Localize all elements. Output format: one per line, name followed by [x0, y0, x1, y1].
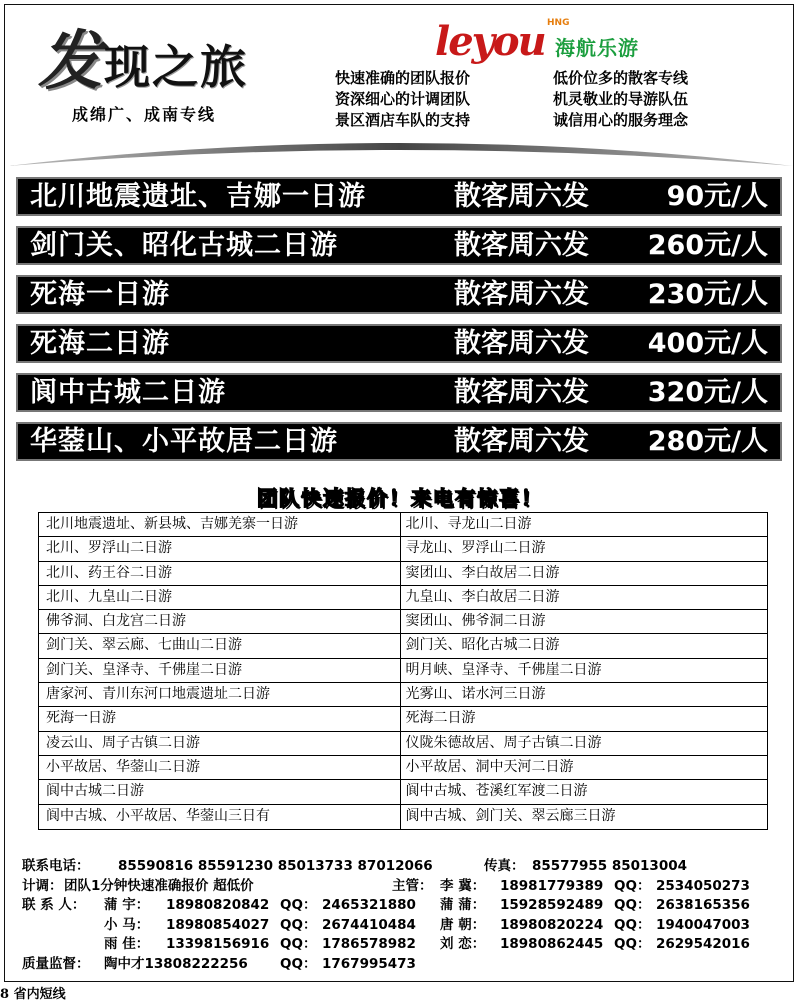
slogan: 快速准确的团队报价	[335, 69, 471, 87]
person-phone: 15928592489	[500, 897, 604, 914]
manager-qq-label: QQ：	[614, 877, 651, 894]
route-price: 400元/人	[647, 328, 768, 359]
group-quote-heading: 团队快速报价！来电有惊喜！	[257, 486, 543, 510]
person-phone: 18980820224	[500, 916, 604, 933]
table-row	[39, 610, 767, 634]
table-row	[39, 683, 767, 707]
person-phone: 18980854027	[166, 916, 270, 933]
contact-person-line	[22, 916, 782, 936]
route-banner	[16, 275, 782, 314]
person-qq: 1786578982	[322, 936, 416, 953]
person-qq-label: QQ：	[614, 916, 651, 933]
tour-cell: 北川地震遗址、新县城、吉娜羌寨一日游	[39, 513, 401, 536]
quality-person: 陶中才13808222256	[104, 955, 248, 972]
table-row	[39, 805, 767, 829]
person-phone: 18980820842	[166, 897, 270, 914]
route-price: 260元/人	[647, 230, 768, 261]
tour-cell: 剑门关、昭化古城二日游	[405, 637, 560, 654]
person-name: 唐 朝：	[440, 916, 486, 933]
jidiao-label: 计调：	[22, 877, 63, 894]
route-banner	[16, 324, 782, 363]
table-row	[39, 562, 767, 586]
manager-phone: 18981779389	[500, 877, 604, 894]
tour-cell: 死海一日游	[39, 707, 401, 730]
quality-qq: 1767995473	[322, 955, 416, 972]
tour-cell: 北川、寻龙山二日游	[405, 516, 532, 532]
tour-cell: 小平故居、洞中天河二日游	[405, 758, 574, 775]
tour-cell: 窦团山、李白故居二日游	[405, 564, 560, 581]
tour-cell: 寻龙山、罗浮山二日游	[405, 540, 546, 557]
slogan: 诚信用心的服务理念	[553, 111, 689, 129]
tour-cell: 北川、罗浮山二日游	[39, 537, 401, 560]
person-qq-label: QQ：	[280, 936, 317, 953]
table-row	[39, 659, 767, 683]
route-banner	[16, 226, 782, 265]
quality-label: 质量监督：	[22, 955, 90, 972]
logo-cn-text: 海航乐游	[555, 36, 639, 60]
tour-cell: 佛爷洞、白龙宫二日游	[39, 610, 401, 633]
title-first-char: 发	[38, 24, 104, 99]
route-banner	[16, 177, 782, 216]
page-footer: 8 省内短线	[0, 987, 66, 1002]
manager-label: 主管：	[392, 877, 433, 894]
person-name: 刘 恋：	[440, 936, 486, 953]
route-schedule: 散客周六发	[454, 230, 589, 261]
leyou-logo	[435, 18, 665, 66]
person-qq: 2674410484	[322, 916, 416, 933]
route-name: 剑门关、昭化古城二日游	[30, 230, 338, 261]
tour-cell: 剑门关、翠云廊、七曲山二日游	[39, 634, 401, 657]
route-price: 230元/人	[647, 279, 768, 310]
tour-cell: 九皇山、李白故居二日游	[405, 588, 560, 605]
slogan: 机灵敬业的导游队伍	[553, 90, 689, 108]
contact-quality-line	[22, 955, 782, 975]
route-price: 280元/人	[647, 426, 768, 457]
slogan-row	[335, 89, 775, 110]
title-rest: 现之旅	[104, 40, 248, 94]
phone-label: 联系电话：	[22, 858, 90, 874]
person-phone: 18980862445	[500, 936, 604, 953]
header	[0, 0, 800, 165]
person-qq: 2465321880	[322, 897, 416, 914]
fax-label: 传真：	[484, 858, 525, 874]
group-tour-table	[38, 512, 768, 830]
manager-name: 李 冀：	[440, 877, 486, 894]
person-qq: 2638165356	[656, 897, 750, 914]
person-qq-label: QQ：	[280, 916, 317, 933]
contact-person-line	[22, 935, 782, 955]
tour-cell: 死海二日游	[405, 710, 476, 727]
route-schedule: 散客周六发	[454, 279, 589, 310]
people-label: 联 系 人：	[22, 897, 86, 914]
person-name: 雨 佳：	[104, 936, 150, 953]
contact-info	[22, 857, 782, 975]
slogan: 资深细心的计调团队	[335, 90, 471, 108]
route-price: 90元/人	[666, 181, 768, 212]
logo-main-text: leyou	[435, 18, 545, 65]
tour-cell: 凌云山、周子古镇二日游	[39, 732, 401, 755]
route-banner	[16, 373, 782, 412]
table-row	[39, 513, 767, 537]
route-name: 死海二日游	[30, 328, 170, 359]
person-phone: 13398156916	[166, 936, 270, 953]
route-name: 死海一日游	[30, 279, 170, 310]
tour-cell: 北川、九皇山二日游	[39, 586, 401, 609]
tour-cell: 明月峡、皇泽寺、千佛崖二日游	[405, 661, 602, 678]
route-name: 阆中古城二日游	[30, 377, 226, 408]
tour-cell: 剑门关、皇泽寺、千佛崖二日游	[39, 659, 401, 682]
slogan: 景区酒店车队的支持	[335, 111, 471, 129]
contact-person-line	[22, 896, 782, 916]
fax-numbers: 85577955 85013004	[532, 858, 687, 874]
tour-cell: 阆中古城、剑门关、翠云廊三日游	[405, 807, 616, 824]
tour-cell: 北川、药王谷二日游	[39, 562, 401, 585]
route-name: 北川地震遗址、吉娜一日游	[30, 181, 366, 212]
route-banner	[16, 422, 782, 461]
table-row	[39, 756, 767, 780]
person-name: 蒲 宇：	[104, 897, 150, 914]
tour-cell: 唐家河、青川东河口地震遗址二日游	[39, 683, 401, 706]
person-qq-label: QQ：	[280, 897, 317, 914]
swoosh-decoration	[8, 120, 793, 168]
scheduled-routes	[16, 177, 782, 471]
tour-cell: 阆中古城、小平故居、华蓥山三日有	[39, 805, 401, 829]
tour-cell: 小平故居、华蓥山二日游	[39, 756, 401, 779]
jidiao-text: 团队1分钟快速准确报价 超低价	[64, 877, 254, 894]
page-title	[38, 10, 248, 102]
manager-qq: 2534050273	[656, 877, 750, 894]
contact-jidiao-line	[22, 877, 782, 897]
route-schedule: 散客周六发	[454, 426, 589, 457]
subtitle: 成绵广、成南专线	[72, 105, 217, 124]
phone-numbers: 85590816 85591230 85013733 87012066	[118, 858, 433, 874]
tour-cell: 光雾山、诺水河三日游	[405, 686, 546, 703]
logo-tag: HNG	[547, 18, 570, 28]
slogan-row	[335, 68, 775, 89]
route-price: 320元/人	[647, 377, 768, 408]
person-qq-label: QQ：	[614, 936, 651, 953]
route-schedule: 散客周六发	[454, 181, 589, 212]
person-name: 小 马：	[104, 916, 150, 933]
contact-phone-line	[22, 857, 782, 877]
table-row	[39, 586, 767, 610]
route-name: 华蓥山、小平故居二日游	[30, 426, 338, 457]
slogan: 低价位多的散客专线	[553, 69, 689, 87]
table-row	[39, 634, 767, 658]
person-qq: 1940047003	[656, 916, 750, 933]
route-schedule: 散客周六发	[454, 377, 589, 408]
tour-cell: 阆中古城、苍溪红军渡二日游	[405, 783, 588, 800]
tour-cell: 仪陇朱德故居、周子古镇二日游	[405, 734, 602, 751]
table-row	[39, 707, 767, 731]
table-row	[39, 780, 767, 804]
person-qq-label: QQ：	[614, 897, 651, 914]
table-row	[39, 537, 767, 561]
person-name: 蒲 蒲：	[440, 897, 486, 914]
table-row	[39, 732, 767, 756]
route-schedule: 散客周六发	[454, 328, 589, 359]
tour-cell: 阆中古城二日游	[39, 780, 401, 803]
person-qq: 2629542016	[656, 936, 750, 953]
quality-qq-label: QQ：	[280, 955, 317, 972]
tour-cell: 窦团山、佛爷洞二日游	[405, 613, 546, 630]
